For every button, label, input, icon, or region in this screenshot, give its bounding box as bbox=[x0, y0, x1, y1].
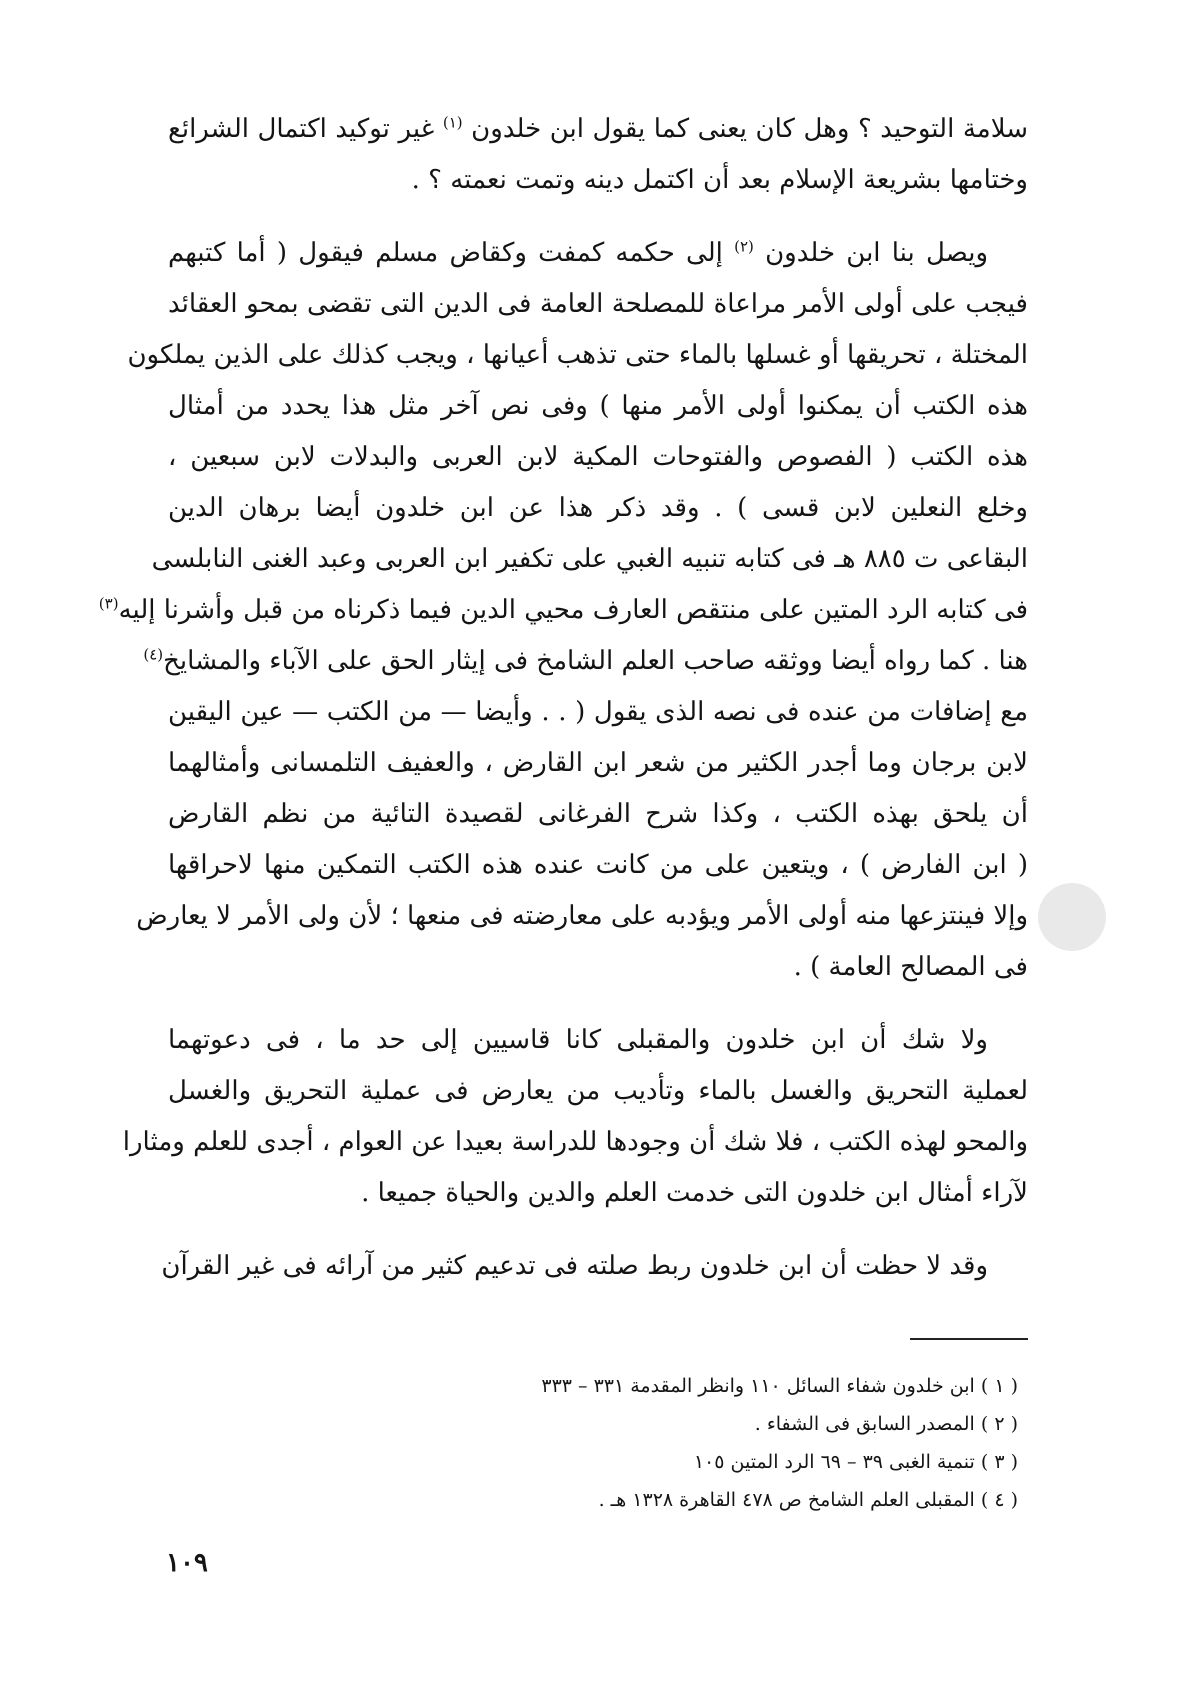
scan-smudge bbox=[1038, 883, 1106, 951]
text-line: وخلع النعلين لابن قسى ) . وقد ذكر هذا عن ابن خلدون أيضا برهان الدين bbox=[168, 493, 1028, 523]
text-line: البقاعى ت ٨٨٥ هـ فى كتابه تنبيه الغبي على تكفير ابن العربى وعبد الغنى النابلسى bbox=[151, 544, 1028, 574]
text-line: وإلا فينتزعها منه أولى الأمر ويؤدبه على معارضته فى منعها ؛ لأن ولى الأمر لا يعارض bbox=[136, 901, 1028, 931]
text-line: ويصل بنا ابن خلدون $^{(٢)}$ إلى حكمه كمفت وكقاض مسلم فيقول ( أما كتبهم bbox=[168, 237, 988, 268]
text-line: هذه الكتب ( الفصوص والفتوحات المكية لابن العربى والبدلات لابن سبعين ، bbox=[168, 442, 1028, 472]
text-line: المختلة ، تحريقها أو غسلها بالماء حتى تذهب أعيانها ، ويجب كذلك على الذين يملكون bbox=[127, 340, 1028, 370]
footnote-ref: (٢) bbox=[734, 237, 754, 256]
text-line: لابن برجان وما أجدر الكثير من شعر ابن القارض ، والعفيف التلمسانى وأمثالهما bbox=[168, 748, 1028, 778]
footnote: ( ٤ ) المقبلى العلم الشامخ ص ٤٧٨ القاهرة ١٣٢٨ هـ . bbox=[598, 1489, 1018, 1511]
text-line: ولا شك أن ابن خلدون والمقبلى كانا قاسيين إلى حد ما ، فى دعوتهما bbox=[168, 1025, 988, 1055]
text-line: فى المصالح العامة ) . bbox=[793, 952, 1028, 982]
text-line: والمحو لهذه الكتب ، فلا شك أن وجودها للدراسة بعيدا عن العوام ، أجدى للعلم ومثارا bbox=[122, 1127, 1028, 1157]
text-line: لعملية التحريق والغسل بالماء وتأديب من يعارض فى عملية التحريق والغسل bbox=[168, 1076, 1028, 1106]
text-line: هذه الكتب أن يمكنوا أولى الأمر منها ) وفى نص آخر مثل هذا يحدد من أمثال bbox=[168, 391, 1028, 421]
text-line: ( ابن الفارض ) ، ويتعين على من كانت عنده هذه الكتب التمكين منها لاحراقها bbox=[168, 850, 1028, 880]
text-line: أن يلحق بهذه الكتب ، وكذا شرح الفرغانى لقصيدة التائية من نظم القارض bbox=[168, 799, 1028, 829]
footnote: ( ٣ ) تنمية الغبى ٣٩ – ٦٩ الرد المتين ١٠٥ bbox=[693, 1451, 1018, 1473]
footnote-ref: (٤) bbox=[143, 645, 164, 664]
page-number: ١٠٩ bbox=[166, 1548, 208, 1578]
text-line: فى كتابه الرد المتين على منتقص العارف محيي الدين فيما ذكرناه من قبل وأشرنا إليه$^{(٣)}$ bbox=[98, 594, 1028, 625]
footnote: ( ٢ ) المصدر السابق فى الشفاء . bbox=[754, 1413, 1018, 1435]
footnote-ref: (١) bbox=[442, 113, 463, 132]
text-line: فيجب على أولى الأمر مراعاة للمصلحة العامة فى الدين التى تقضى بمحو العقائد bbox=[168, 289, 1028, 319]
footnote: ( ١ ) ابن خلدون شفاء السائل ١١٠ وانظر المقدمة ٣٣١ – ٣٣٣ bbox=[541, 1375, 1018, 1397]
main-text bbox=[98, 104, 1029, 1292]
text-line: مع إضافات من عنده فى نصه الذى يقول ( . . وأيضا — من الكتب — عين اليقين bbox=[168, 697, 1028, 727]
text-line: لآراء أمثال ابن خلدون التى خدمت العلم والدين والحياة جميعا . bbox=[361, 1178, 1028, 1208]
footnote-ref: (٣) bbox=[98, 594, 119, 613]
text-line: وقد لا حظت أن ابن خلدون ربط صلته فى تدعيم كثير من آرائه فى غير القرآن bbox=[161, 1251, 988, 1281]
footnote-divider bbox=[910, 1338, 1028, 1340]
text-line: وختامها بشريعة الإسلام بعد أن اكتمل دينه وتمت نعمته ؟ . bbox=[411, 165, 1028, 195]
text-line: سلامة التوحيد ؟ وهل كان يعنى كما يقول ابن خلدون $^{(١)}$ غير توكيد اكتمال الشرائع bbox=[168, 113, 1029, 144]
footnotes bbox=[318, 1367, 1018, 1519]
text-line: هنا . كما رواه أيضا ووثقه صاحب العلم الشامخ فى إيثار الحق على الآباء والمشايخ$^{(٤)}$ bbox=[143, 645, 1028, 676]
